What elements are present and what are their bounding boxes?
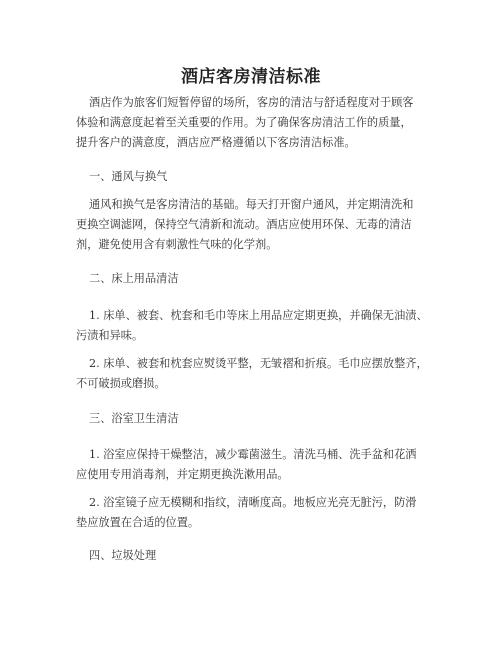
text-line: 体验和满意度起着至关重要的作用。为了确保客房清洁工作的质量， [76,116,412,129]
text-line: 通风和换气是客房清洁的基础。每天打开窗户通风，并定期清洗和 [89,198,414,211]
text-line: 提升客户的满意度，酒店应严格遵循以下客房清洁标准。 [76,136,356,149]
text-line: 剂，避免使用含有刺激性气味的化学剂。 [76,238,278,251]
text-line: 2. 床单、被套和枕套应熨烫平整，无皱褶和折痕。毛巾应摆放整齐， [89,357,428,370]
section-paragraph [76,445,446,485]
text-line: 1. 床单、被套、枕套和毛巾等床上用品应定期更换，并确保无油渍、 [89,309,428,322]
text-line: 不可破损或磨损。 [76,377,166,390]
text-line: 更换空调滤网，保持空气清新和流动。酒店应使用环保、无毒的清洁 [76,218,412,231]
text-line: 应使用专用消毒剂，并定期更换洗漱用品。 [76,468,289,481]
text-line: 酒店作为旅客们短暂停留的场所，客房的清洁与舒适程度对于顾客 [89,96,414,109]
text-line: 垫应放置在合适的位置。 [76,516,200,529]
text-line: 2. 浴室镜子应无模糊和指纹，清晰度高。地板应光亮无脏污，防滑 [89,496,417,509]
section-paragraph [76,306,446,346]
section-paragraph [76,493,446,533]
section-heading-bedding: 二、床上用品清洁 [89,272,179,285]
text-line: 1. 浴室应保持干燥整洁，减少霉菌滋生。清洗马桶、洗手盆和花洒 [89,448,417,461]
section-paragraph [76,195,446,255]
section-heading-ventilation: 一、通风与换气 [89,170,168,183]
section-heading-bathroom: 三、浴室卫生清洁 [89,412,179,425]
section-paragraph [76,354,446,394]
intro-paragraph [76,93,446,153]
page-title: 酒店客房清洁标准 [181,67,321,87]
text-line: 污渍和异味。 [76,329,144,342]
section-heading-garbage: 四、垃圾处理 [89,549,157,562]
